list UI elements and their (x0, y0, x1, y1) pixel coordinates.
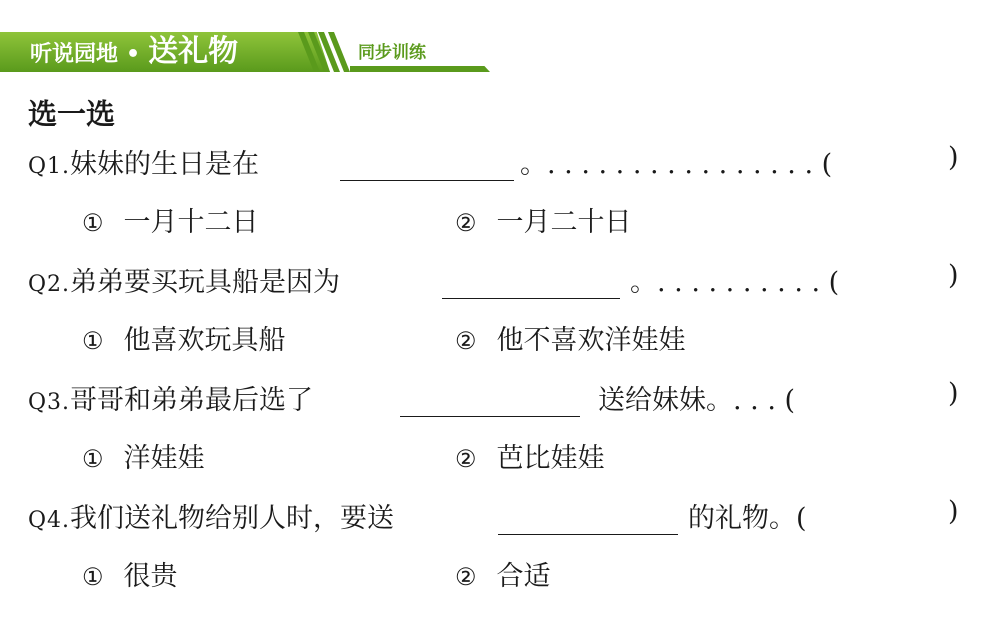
answer-paren-close[interactable]: ) (948, 260, 959, 291)
option-marker: ② (455, 445, 477, 473)
question-text: 弟弟要买玩具船是因为 (70, 267, 341, 298)
option-marker: ② (455, 327, 477, 355)
question-2 (28, 260, 340, 299)
question-tail: 的礼物。( (688, 503, 807, 534)
question-3 (28, 378, 313, 417)
answer-blank[interactable] (340, 179, 514, 181)
option-label: 很贵 (123, 561, 178, 592)
option-1[interactable] (82, 200, 259, 239)
question-tail: 。. . . . . . . . . . ( (630, 267, 840, 298)
section-title: 选一选 (28, 97, 116, 131)
question-text: 妹妹的生日是在 (70, 149, 260, 180)
question-tail: 。. . . . . . . . . . . . . . . . ( (520, 149, 833, 180)
option-2[interactable] (455, 436, 605, 475)
question-text: 我们送礼物给别人时，要送 (70, 503, 395, 534)
option-label: 他喜欢玩具船 (123, 325, 286, 356)
option-2[interactable] (455, 200, 632, 239)
option-marker: ② (455, 563, 477, 591)
badge-underline (350, 66, 490, 72)
option-marker: ② (455, 209, 477, 237)
stripes-decoration (298, 32, 358, 72)
option-1[interactable] (82, 436, 205, 475)
option-marker: ① (82, 563, 104, 591)
question-number: Q1. (28, 154, 71, 179)
header-part2: 送礼物 (148, 34, 239, 69)
answer-paren-close[interactable]: ) (948, 378, 959, 409)
question-number: Q3. (28, 390, 71, 415)
question-1 (28, 142, 259, 181)
question-4 (28, 496, 394, 535)
option-label: 洋娃娃 (123, 443, 205, 474)
answer-paren-close[interactable]: ) (948, 496, 959, 527)
option-label: 芭比娃娃 (496, 443, 605, 474)
option-2[interactable] (455, 318, 686, 357)
question-number: Q2. (28, 272, 71, 297)
option-marker: ① (82, 445, 104, 473)
answer-blank[interactable] (400, 415, 580, 417)
option-1[interactable] (82, 318, 286, 357)
question-number: Q4. (28, 508, 71, 533)
option-marker: ① (82, 209, 104, 237)
question-tail: 送给妹妹。. . . ( (598, 385, 796, 416)
header-part1: 听说园地 (30, 42, 119, 67)
sync-training-badge: 同步训练 (358, 43, 426, 63)
answer-blank[interactable] (442, 297, 620, 299)
question-text: 哥哥和弟弟最后选了 (70, 385, 314, 416)
option-label: 一月二十日 (496, 207, 632, 238)
header-title (30, 33, 238, 71)
option-label: 合适 (496, 561, 551, 592)
header-dot: • (126, 42, 141, 67)
option-label: 他不喜欢洋娃娃 (496, 325, 686, 356)
answer-paren-close[interactable]: ) (948, 142, 959, 173)
option-marker: ① (82, 327, 104, 355)
option-label: 一月十二日 (123, 207, 259, 238)
answer-blank[interactable] (498, 533, 678, 535)
option-1[interactable] (82, 554, 178, 593)
option-2[interactable] (455, 554, 551, 593)
